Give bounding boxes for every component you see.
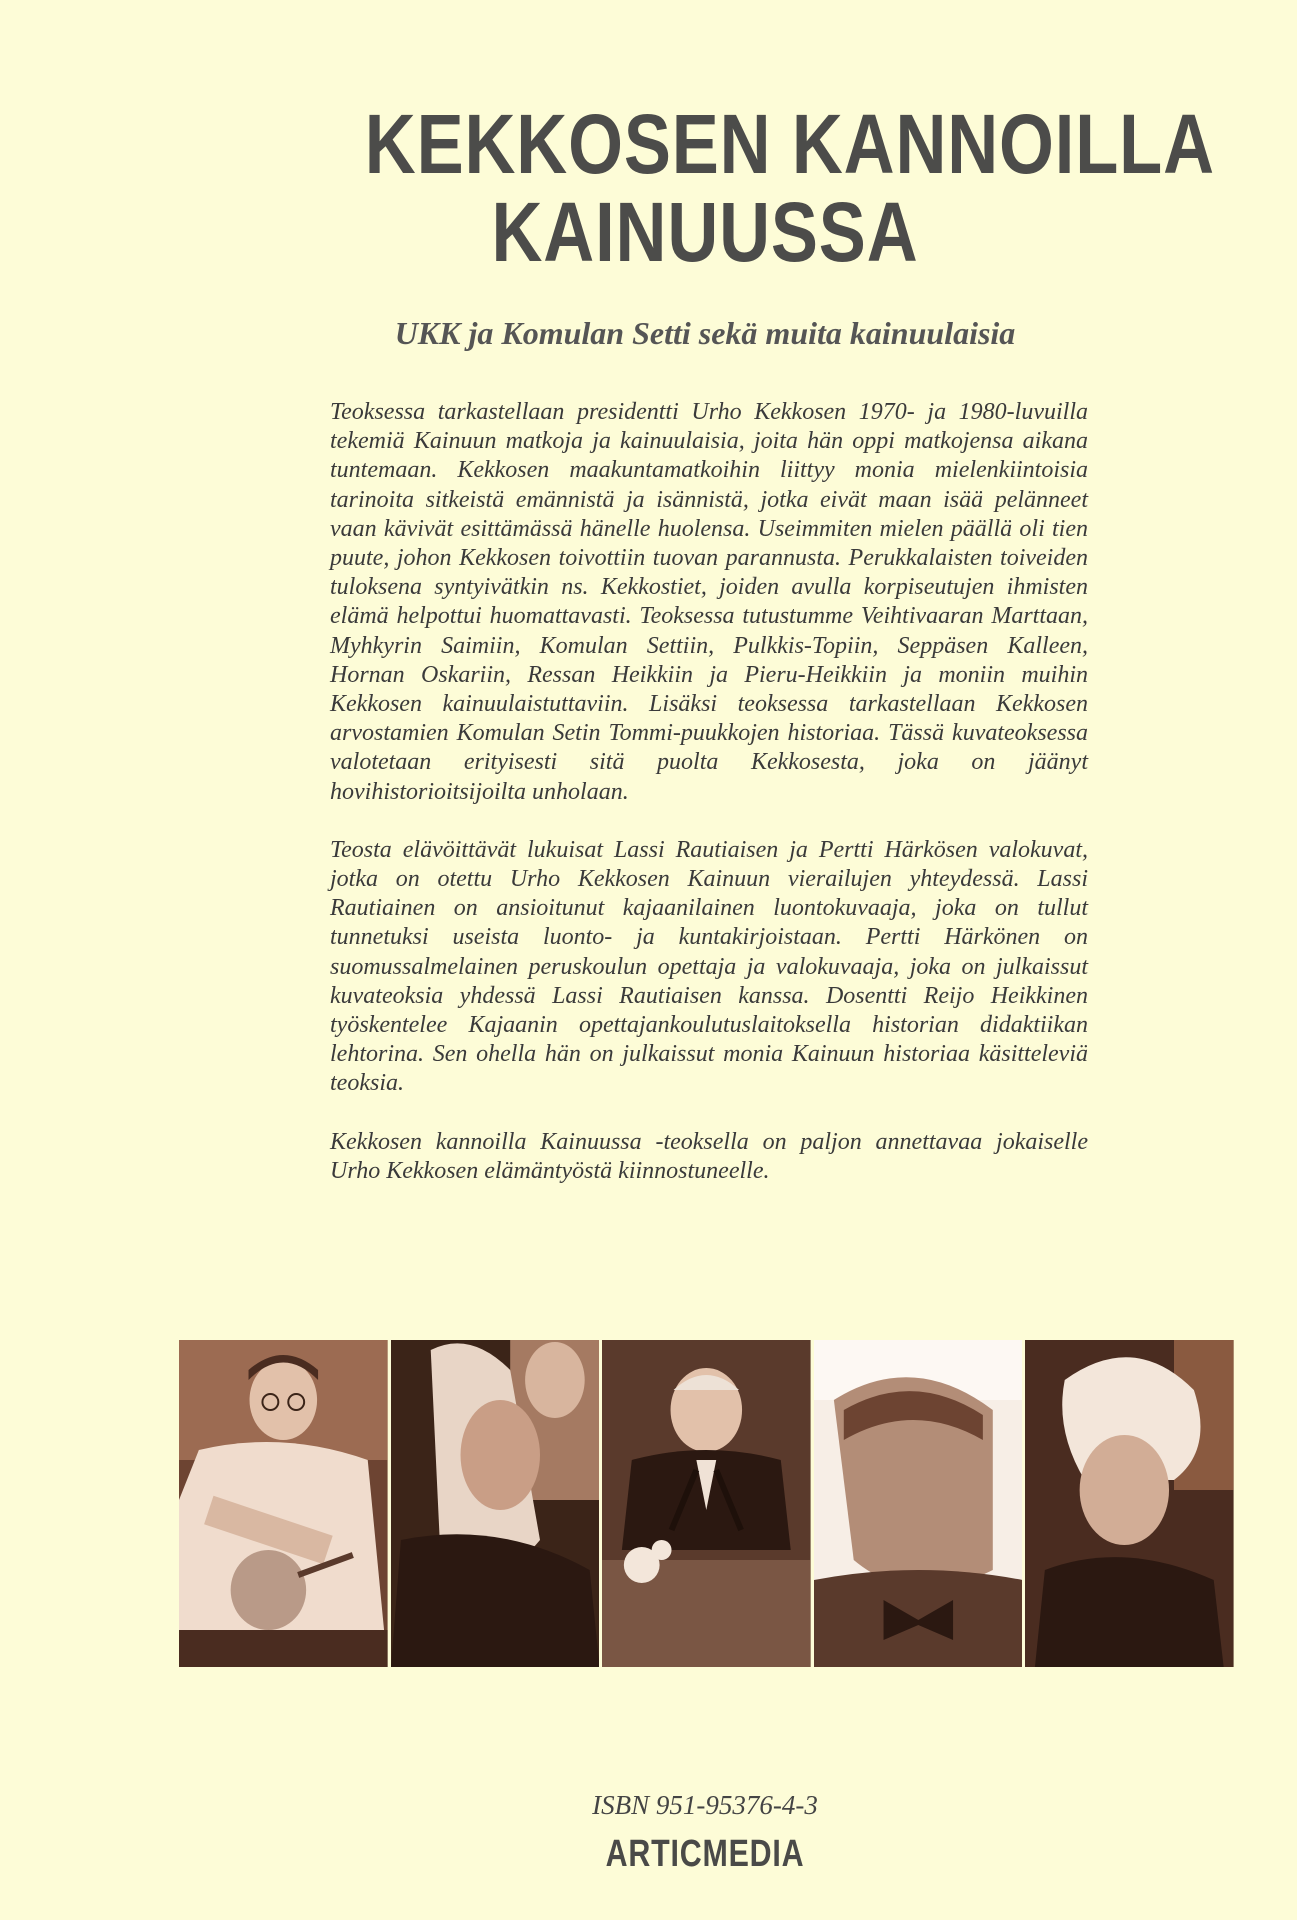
photo-elderly-woman-headscarf <box>391 1340 603 1667</box>
isbn: ISBN 951-95376-4-3 <box>592 1790 818 1820</box>
blurb-paragraph-3: Kekkosen kannoilla Kainuussa -teoksella on paljon annettavaa jokaiselle Urho Kekkosen elämäntyöstä kiinnostuneelle. <box>330 1128 1088 1184</box>
photo-man-at-microphones <box>602 1340 814 1667</box>
blurb-text <box>330 398 1088 1215</box>
blurb-paragraph-1: Teoksessa tarkastellaan presidentti Urho Kekkosen 1970- ja 1980-luvuilla tekemiä Kainuun matkoja ja kainuulaisia, joita hän oppi matkojensa aikana tuntemaan. Kekkosen maakuntamatkoihin liittyy monia mielenkiintoisia tarinoita sitkeistä emännistä ja isännistä, jotka eivät maan isää pelänneet vaan kävivät esittämässä hänelle huolensa. Useimmiten mielen päällä oli tien puute, johon Kekkosen toivottiin tuovan parannusta. Perukkalaisten toiveiden tuloksena syntyivätkin ns. Kekkostiet, joiden avulla korpiseutujen ihmisten elämä helpottui huomattavasti. Teoksessa tutustumme Veihtivaaran Marttaan, Myhkyrin Saimiin, Komulan Settiin, Pulkkis-Topiin, Seppäsen Kalleen, Hornan Oskariin, Ressan Heikkiin ja Pieru-Heikkiin ja moniin muihin Kekkosen kainuulaistuttaviin. Lisäksi teoksessa tarkastellaan Kekkosen arvostamien Komulan Setin Tommi-puukkojen historiaa. Tässä kuvateoksessa valotetaan erityisesti sitä puolta Kekkosesta, joka on jäänyt hovihistorioitsijoilta unholaan. <box>330 399 1088 805</box>
blurb-paragraph-2: Teosta elävöittävät lukuisat Lassi Rautiaisen ja Pertti Härkösen valokuvat, jotka on otettu Urho Kekkosen Kainuun vierailujen yhteydessä. Lassi Rautiainen on ansioitunut kajaanilainen luontokuvaaja, joka on tullut tunnetuksi useista luonto- ja kuntakirjoistaan. Pertti Härkönen on suomussalmelainen peruskoulun opettaja ja valokuvaaja, joka on julkaissut kuvateoksia yhdessä Lassi Rautiaisen kanssa. Dosentti Reijo Heikkinen työskentelee Kajaanin opettajankoulutuslaitoksella historian didaktiikan lehtorina. Sen ohella hän on julkaissut monia Kainuun historiaa käsitteleviä teoksia. <box>330 836 1088 1097</box>
photo-strip <box>179 1340 1234 1667</box>
publisher-logo: ARTICMEDIA <box>605 1833 805 1875</box>
book-title-line-1: KEKKOSEN KANNOILLA <box>364 97 1215 191</box>
photo-man-with-bow-tie <box>814 1340 1026 1667</box>
book-subtitle: UKK ja Komulan Setti sekä muita kainuulaisia <box>394 315 1016 351</box>
photo-woman-pouring-coffee <box>179 1340 391 1667</box>
book-title-line-2: KAINUUSSA <box>491 185 919 279</box>
book-title <box>364 97 1215 279</box>
photo-elderly-woman-profile <box>1025 1340 1234 1667</box>
